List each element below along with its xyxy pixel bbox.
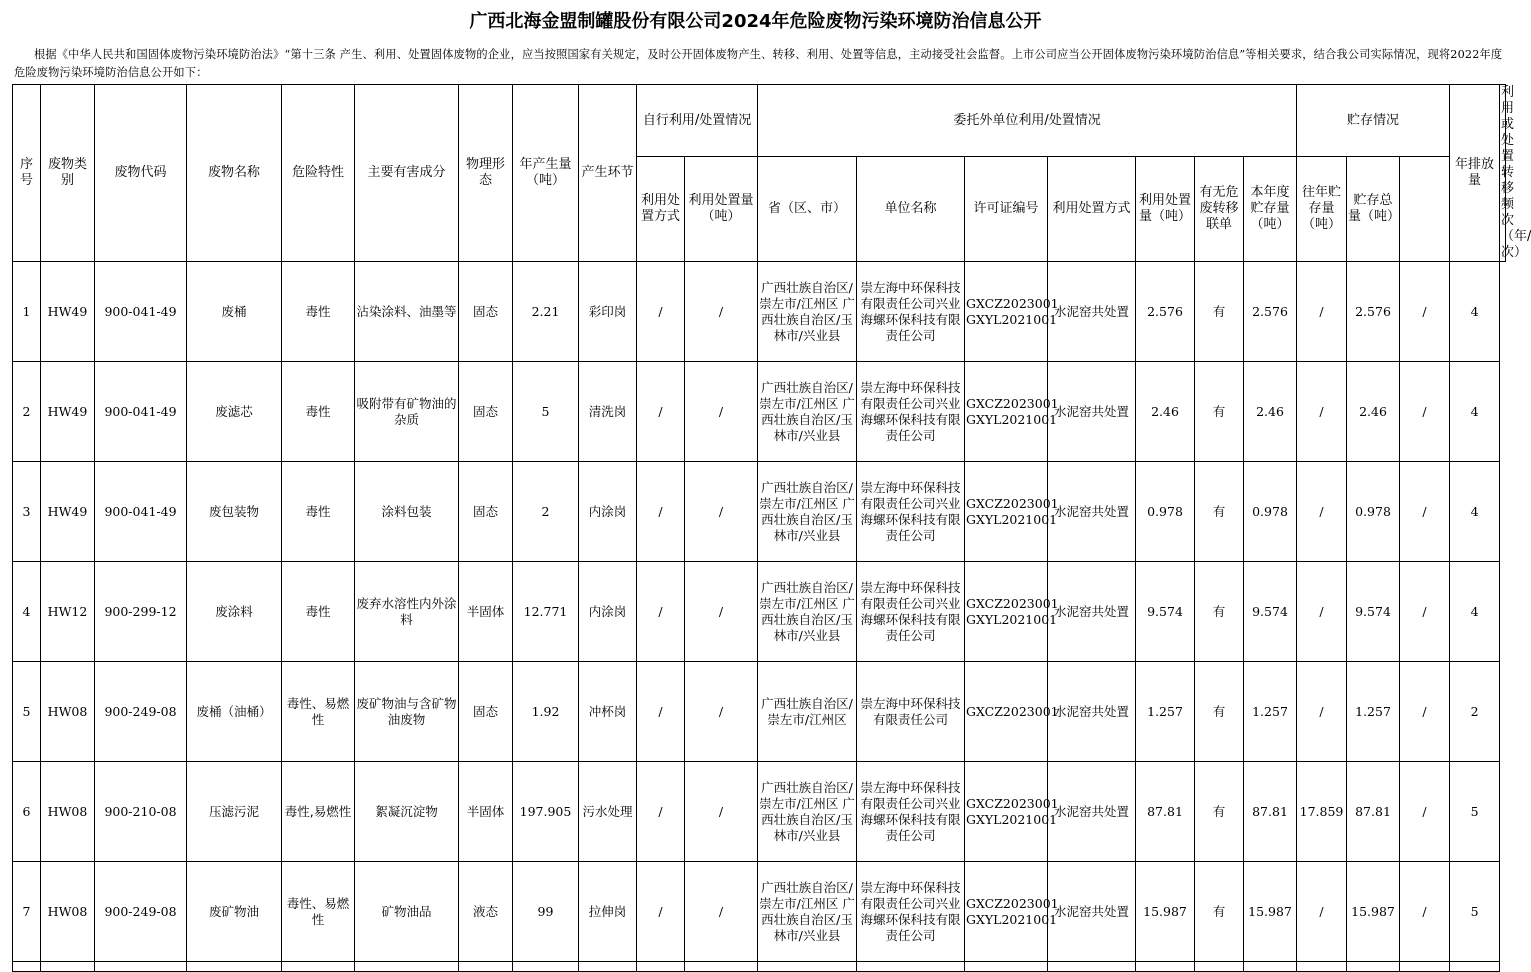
cell-self-amount: / [685, 462, 758, 562]
cell-component: 絮凝沉淀物 [355, 762, 459, 862]
cell-license: GXCZ2023001 [965, 662, 1048, 762]
cell-self-method: / [637, 462, 685, 562]
cell-store-this: 2.46 [1244, 362, 1297, 462]
cell-code: 900-041-49 [95, 462, 187, 562]
cell-discharge: / [1400, 862, 1450, 962]
cell-store-total: 1.257 [1347, 662, 1400, 762]
cell-frequency: 5 [1450, 762, 1500, 862]
cell-source: 清洗岗 [579, 362, 637, 462]
cell-self-amount: / [685, 862, 758, 962]
cell-name: 废包装物 [187, 462, 282, 562]
header-self-group: 自行利用/处置情况 [637, 85, 758, 157]
cell-store-prev: / [1297, 462, 1347, 562]
header-frequency: 利用或处置转移频次（年/次） [1501, 85, 1531, 260]
table-row [13, 262, 1506, 362]
cell-source: 污水处理 [579, 762, 637, 862]
cell-license: GXCZ2023001 GXYL2021001 [965, 262, 1048, 362]
cell-amount: 2.46 [1136, 362, 1195, 462]
hazardous-waste-table [12, 84, 1531, 972]
header-store-prev: 往年贮存量（吨） [1297, 157, 1347, 262]
cell-unit: 崇左海中环保科技有限责任公司兴业海螺环保科技有限责任公司 [857, 562, 965, 662]
table-row [13, 462, 1506, 562]
cell-seq: 4 [13, 562, 41, 662]
cell-manifest: 有 [1195, 762, 1244, 862]
cell-store-this: 0.978 [1244, 462, 1297, 562]
header-category: 废物类别 [41, 85, 95, 262]
cell-store-this: 87.81 [1244, 762, 1297, 862]
cell-discharge: / [1400, 362, 1450, 462]
cell-frequency: 5 [1450, 862, 1500, 962]
header-discharge: 年排放量 [1450, 85, 1500, 262]
cell-license: GXCZ2023001 GXYL2021001 [965, 462, 1048, 562]
cell-method: 水泥窑共处置 [1048, 362, 1136, 462]
cell-hazard: 毒性 [282, 462, 355, 562]
cell-annual: 2.21 [513, 262, 579, 362]
cell-hazard: 毒性、易燃性 [282, 662, 355, 762]
cell-self-method: / [637, 562, 685, 662]
cell-manifest: 有 [1195, 362, 1244, 462]
header-self-method: 利用处置方式 [637, 157, 685, 262]
header-manifest: 有无危废转移联单 [1195, 157, 1244, 262]
cell-amount: 87.81 [1136, 762, 1195, 862]
cell-store-total: 2.46 [1347, 362, 1400, 462]
cell-seq: 7 [13, 862, 41, 962]
cell-component: 废弃水溶性内外涂料 [355, 562, 459, 662]
intro-paragraph: 根据《中华人民共和国固体废物污染环境防治法》“第十三条 产生、利用、处置固体废物的企业，应当按照国家有关规定，及时公开固体废物产生、转移、利用、处置等信息，主动接受社会监督。上市公司应当公开固体废物污染环境防治信息”等相关要求，结合我公司实际情况，现将2022年度危险废物污染环境防治信息公开如下： [14, 48, 1503, 79]
cell-code: 900-210-08 [95, 762, 187, 862]
table-row [13, 762, 1506, 862]
cell-component: 吸附带有矿物油的杂质 [355, 362, 459, 462]
cell-store-prev: / [1297, 862, 1347, 962]
cell-source: 拉伸岗 [579, 862, 637, 962]
cell-component: 涂料包装 [355, 462, 459, 562]
header-method: 利用处置方式 [1048, 157, 1136, 262]
cell-amount: 9.574 [1136, 562, 1195, 662]
cell-manifest: 有 [1195, 562, 1244, 662]
cell-form: 固态 [459, 662, 513, 762]
cell-method: 水泥窑共处置 [1048, 262, 1136, 362]
cell-manifest: 有 [1195, 262, 1244, 362]
cell-manifest: 有 [1195, 862, 1244, 962]
cell-code: 900-041-49 [95, 362, 187, 462]
cell-province: 广西壮族自治区/崇左市/江州区 广西壮族自治区/玉林市/兴业县 [758, 762, 857, 862]
cell-store-prev: / [1297, 662, 1347, 762]
cell-category: HW08 [41, 862, 95, 962]
cell-self-method: / [637, 362, 685, 462]
cell-manifest: 有 [1195, 662, 1244, 762]
cell-store-prev: / [1297, 262, 1347, 362]
cell-store-total: 2.576 [1347, 262, 1400, 362]
cell-method: 水泥窑共处置 [1048, 862, 1136, 962]
header-storage-group: 贮存情况 [1297, 85, 1450, 157]
header-store-total: 贮存总量（吨） [1347, 157, 1400, 262]
cell-store-total: 9.574 [1347, 562, 1400, 662]
cell-category: HW08 [41, 662, 95, 762]
cell-unit: 崇左海中环保科技有限责任公司兴业海螺环保科技有限责任公司 [857, 462, 965, 562]
cell-store-this: 9.574 [1244, 562, 1297, 662]
header-form: 物理形态 [459, 85, 513, 262]
cell-source: 冲杯岗 [579, 662, 637, 762]
cell-province: 广西壮族自治区/崇左市/江州区 广西壮族自治区/玉林市/兴业县 [758, 262, 857, 362]
cell-frequency: 4 [1450, 462, 1500, 562]
cell-form: 固态 [459, 462, 513, 562]
cell-method: 水泥窑共处置 [1048, 462, 1136, 562]
cell-province: 广西壮族自治区/崇左市/江州区 广西壮族自治区/玉林市/兴业县 [758, 362, 857, 462]
cell-store-total: 0.978 [1347, 462, 1400, 562]
cell-seq: 5 [13, 662, 41, 762]
cell-form: 固态 [459, 362, 513, 462]
cell-annual: 5 [513, 362, 579, 462]
cell-form: 液态 [459, 862, 513, 962]
cell-method: 水泥窑共处置 [1048, 762, 1136, 862]
header-unit: 单位名称 [857, 157, 965, 262]
header-hazard: 危险特性 [282, 85, 355, 262]
cell-unit: 崇左海中环保科技有限责任公司兴业海螺环保科技有限责任公司 [857, 862, 965, 962]
cell-method: 水泥窑共处置 [1048, 662, 1136, 762]
cell-category: HW12 [41, 562, 95, 662]
cell-self-amount: / [685, 662, 758, 762]
cell-name: 压滤污泥 [187, 762, 282, 862]
header-seq: 序号 [13, 85, 41, 262]
cell-code: 900-299-12 [95, 562, 187, 662]
cell-component: 沾染涂料、油墨等 [355, 262, 459, 362]
cell-seq: 6 [13, 762, 41, 862]
cell-source: 彩印岗 [579, 262, 637, 362]
cell-self-amount: / [685, 362, 758, 462]
cell-name: 废矿物油 [187, 862, 282, 962]
cell-hazard: 毒性、易燃性 [282, 862, 355, 962]
table-row [13, 362, 1506, 462]
header-amount: 利用处置量（吨） [1136, 157, 1195, 262]
header-province: 省（区、市） [758, 157, 857, 262]
cell-license: GXCZ2023001 GXYL2021001 [965, 562, 1048, 662]
header-component: 主要有害成分 [355, 85, 459, 262]
cell-name: 废滤芯 [187, 362, 282, 462]
header-self-amount: 利用处置量（吨） [685, 157, 758, 262]
cell-source: 内涂岗 [579, 562, 637, 662]
cell-store-total: 87.81 [1347, 762, 1400, 862]
cell-discharge: / [1400, 662, 1450, 762]
cell-code: 900-041-49 [95, 262, 187, 362]
table-row-partial [13, 962, 1506, 972]
cell-form: 固态 [459, 262, 513, 362]
cell-component: 废矿物油与含矿物油废物 [355, 662, 459, 762]
cell-frequency: 4 [1450, 362, 1500, 462]
cell-self-amount: / [685, 562, 758, 662]
cell-store-this: 15.987 [1244, 862, 1297, 962]
cell-annual: 197.905 [513, 762, 579, 862]
cell-store-prev: 17.859 [1297, 762, 1347, 862]
cell-self-method: / [637, 262, 685, 362]
cell-province: 广西壮族自治区/崇左市/江州区 广西壮族自治区/玉林市/兴业县 [758, 462, 857, 562]
cell-self-method: / [637, 862, 685, 962]
cell-name: 废桶（油桶） [187, 662, 282, 762]
header-source: 产生环节 [579, 85, 637, 262]
cell-component: 矿物油品 [355, 862, 459, 962]
cell-annual: 2 [513, 462, 579, 562]
cell-discharge: / [1400, 462, 1450, 562]
cell-store-prev: / [1297, 562, 1347, 662]
cell-province: 广西壮族自治区/崇左市/江州区 广西壮族自治区/玉林市/兴业县 [758, 862, 857, 962]
header-license: 许可证编号 [965, 157, 1048, 262]
cell-self-amount: / [685, 762, 758, 862]
header-store-this: 本年度贮存量（吨） [1244, 157, 1297, 262]
cell-discharge: / [1400, 762, 1450, 862]
cell-hazard: 毒性 [282, 362, 355, 462]
cell-amount: 15.987 [1136, 862, 1195, 962]
cell-method: 水泥窑共处置 [1048, 562, 1136, 662]
table-row [13, 862, 1506, 962]
cell-self-amount: / [685, 262, 758, 362]
cell-category: HW49 [41, 362, 95, 462]
header-annual: 年产生量（吨） [513, 85, 579, 262]
cell-self-method: / [637, 662, 685, 762]
cell-province: 广西壮族自治区/崇左市/江州区 广西壮族自治区/玉林市/兴业县 [758, 562, 857, 662]
cell-name: 废桶 [187, 262, 282, 362]
cell-seq: 3 [13, 462, 41, 562]
cell-annual: 1.92 [513, 662, 579, 762]
cell-hazard: 毒性 [282, 562, 355, 662]
cell-discharge: / [1400, 262, 1450, 362]
cell-category: HW49 [41, 262, 95, 362]
cell-store-this: 1.257 [1244, 662, 1297, 762]
cell-unit: 崇左海中环保科技有限责任公司 [857, 662, 965, 762]
cell-annual: 99 [513, 862, 579, 962]
header-entrust-group: 委托外单位利用/处置情况 [758, 85, 1297, 157]
cell-form: 半固体 [459, 762, 513, 862]
cell-store-prev: / [1297, 362, 1347, 462]
cell-source: 内涂岗 [579, 462, 637, 562]
header-code: 废物代码 [95, 85, 187, 262]
cell-unit: 崇左海中环保科技有限责任公司兴业海螺环保科技有限责任公司 [857, 262, 965, 362]
cell-hazard: 毒性,易燃性 [282, 762, 355, 862]
cell-province: 广西壮族自治区/崇左市/江州区 [758, 662, 857, 762]
cell-seq: 2 [13, 362, 41, 462]
cell-license: GXCZ2023001 GXYL2021001 [965, 762, 1048, 862]
cell-store-this: 2.576 [1244, 262, 1297, 362]
cell-license: GXCZ2023001 GXYL2021001 [965, 362, 1048, 462]
cell-code: 900-249-08 [95, 862, 187, 962]
table-row [13, 662, 1506, 762]
cell-store-total: 15.987 [1347, 862, 1400, 962]
cell-seq: 1 [13, 262, 41, 362]
header-name: 废物名称 [187, 85, 282, 262]
cell-annual: 12.771 [513, 562, 579, 662]
cell-hazard: 毒性 [282, 262, 355, 362]
cell-unit: 崇左海中环保科技有限责任公司兴业海螺环保科技有限责任公司 [857, 762, 965, 862]
cell-self-method: / [637, 762, 685, 862]
cell-manifest: 有 [1195, 462, 1244, 562]
cell-amount: 0.978 [1136, 462, 1195, 562]
cell-frequency: 4 [1450, 262, 1500, 362]
cell-frequency: 4 [1450, 562, 1500, 662]
table-row [13, 562, 1506, 662]
cell-category: HW08 [41, 762, 95, 862]
cell-category: HW49 [41, 462, 95, 562]
cell-license: GXCZ2023001 GXYL2021001 [965, 862, 1048, 962]
cell-name: 废涂料 [187, 562, 282, 662]
cell-discharge: / [1400, 562, 1450, 662]
cell-form: 半固体 [459, 562, 513, 662]
cell-amount: 1.257 [1136, 662, 1195, 762]
document-title: 广西北海金盟制罐股份有限公司2024年危险废物污染环境防治信息公开 [469, 11, 1042, 32]
cell-frequency: 2 [1450, 662, 1500, 762]
cell-unit: 崇左海中环保科技有限责任公司兴业海螺环保科技有限责任公司 [857, 362, 965, 462]
cell-amount: 2.576 [1136, 262, 1195, 362]
cell-code: 900-249-08 [95, 662, 187, 762]
